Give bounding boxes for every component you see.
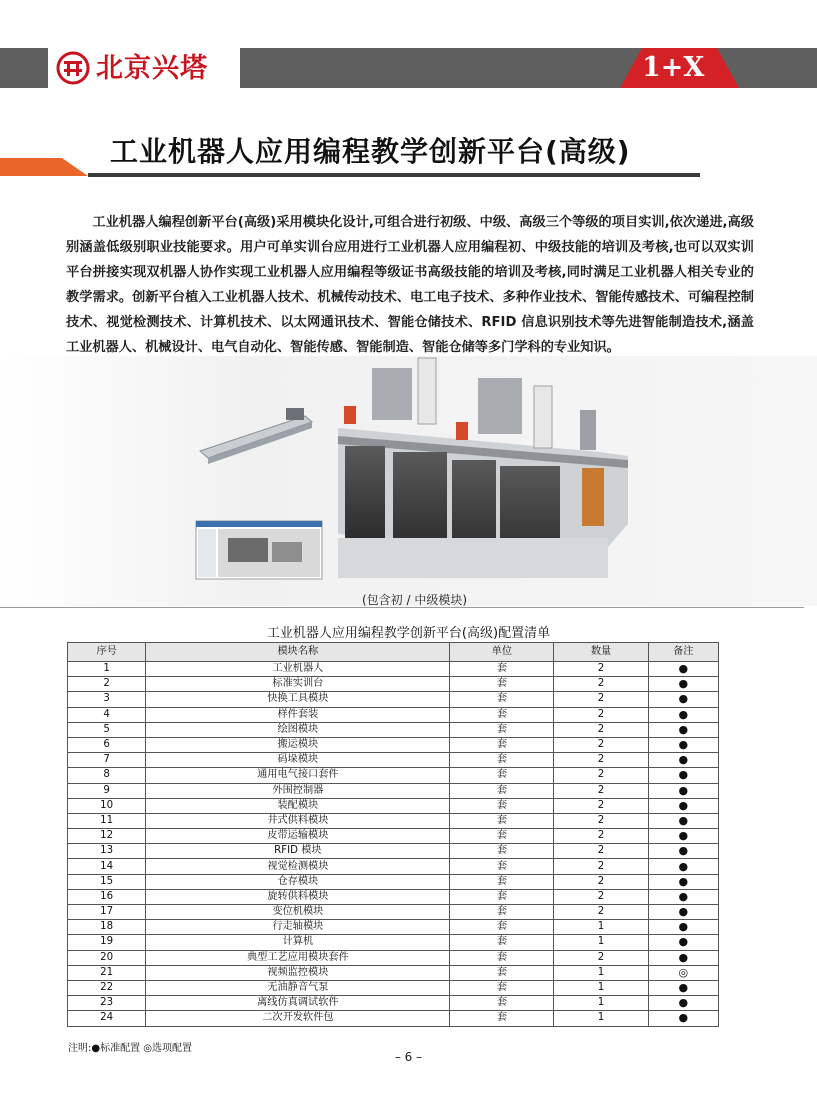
module-name: 二次开发软件包 [146, 1011, 450, 1026]
table-row [68, 1011, 719, 1026]
row-index: 23 [68, 996, 146, 1011]
unit: 套 [450, 965, 554, 980]
legend-note: 注明:●标准配置 ◎选项配置 [68, 1043, 192, 1054]
table-row [68, 737, 719, 752]
remark-symbol: ● [648, 692, 718, 707]
quantity: 2 [554, 844, 648, 859]
module-name: 皮带运输模块 [146, 829, 450, 844]
unit: 套 [450, 935, 554, 950]
table-title: 工业机器人应用编程教学创新平台(高级)配置清单 [266, 626, 551, 641]
quantity: 1 [554, 996, 648, 1011]
remark-symbol: ● [648, 950, 718, 965]
row-index: 13 [68, 844, 146, 859]
row-index: 1 [68, 662, 146, 677]
module-name: 外围控制器 [146, 783, 450, 798]
quantity: 2 [554, 798, 648, 813]
module-name: 旋转供料模块 [146, 889, 450, 904]
unit: 套 [450, 722, 554, 737]
module-name: 无油静音气泵 [146, 980, 450, 995]
row-index: 12 [68, 829, 146, 844]
remark-symbol: ● [648, 813, 718, 828]
unit: 套 [450, 920, 554, 935]
table-row [68, 707, 719, 722]
remark-symbol: ● [648, 753, 718, 768]
header-module-name: 模块名称 [146, 643, 450, 662]
remark-symbol: ● [648, 829, 718, 844]
unit: 套 [450, 859, 554, 874]
unit: 套 [450, 783, 554, 798]
table-row [68, 662, 719, 677]
software-screenshot [196, 521, 322, 579]
unit: 套 [450, 662, 554, 677]
unit: 套 [450, 753, 554, 768]
table-row [68, 965, 719, 980]
module-name: 行走轴模块 [146, 920, 450, 935]
company-seal-icon [56, 51, 90, 85]
configuration-table [67, 642, 719, 1027]
row-index: 18 [68, 920, 146, 935]
module-name: 装配模块 [146, 798, 450, 813]
row-index: 21 [68, 965, 146, 980]
module-name: 变位机模块 [146, 905, 450, 920]
remark-symbol: ● [648, 844, 718, 859]
unit: 套 [450, 768, 554, 783]
quantity: 2 [554, 829, 648, 844]
module-name: 绘图模块 [146, 722, 450, 737]
row-index: 14 [68, 859, 146, 874]
module-name: 样件套装 [146, 707, 450, 722]
remark-symbol: ● [648, 980, 718, 995]
header-remark: 备注 [648, 643, 718, 662]
quantity: 1 [554, 1011, 648, 1026]
unit: 套 [450, 737, 554, 752]
quantity: 2 [554, 753, 648, 768]
remark-symbol: ● [648, 920, 718, 935]
row-index: 2 [68, 677, 146, 692]
row-index: 8 [68, 768, 146, 783]
header-index: 序号 [68, 643, 146, 662]
module-name: 仓存模块 [146, 874, 450, 889]
quantity: 2 [554, 707, 648, 722]
quantity: 2 [554, 677, 648, 692]
table-row [68, 844, 719, 859]
table-row [68, 859, 719, 874]
module-name: 离线仿真调试软件 [146, 996, 450, 1011]
remark-symbol: ◎ [648, 965, 718, 980]
table-row [68, 905, 719, 920]
row-index: 9 [68, 783, 146, 798]
table-row [68, 874, 719, 889]
remark-symbol: ● [648, 722, 718, 737]
remark-symbol: ● [648, 737, 718, 752]
unit: 套 [450, 874, 554, 889]
module-name: 快换工具模块 [146, 692, 450, 707]
table-row [68, 996, 719, 1011]
page-title: 工业机器人应用编程教学创新平台(高级) [110, 135, 631, 168]
unit: 套 [450, 707, 554, 722]
certification-badge: 1+X [642, 52, 705, 83]
unit: 套 [450, 1011, 554, 1026]
remark-symbol: ● [648, 783, 718, 798]
table-row [68, 813, 719, 828]
module-name: 码垛模块 [146, 753, 450, 768]
module-name: 工业机器人 [146, 662, 450, 677]
quantity: 2 [554, 874, 648, 889]
unit: 套 [450, 829, 554, 844]
unit: 套 [450, 844, 554, 859]
unit: 套 [450, 905, 554, 920]
table-body [68, 662, 719, 1027]
quantity: 2 [554, 737, 648, 752]
remark-symbol: ● [648, 859, 718, 874]
table-row [68, 783, 719, 798]
unit: 套 [450, 996, 554, 1011]
title-accent-shape [0, 158, 100, 178]
table-row [68, 722, 719, 737]
remark-symbol: ● [648, 662, 718, 677]
row-index: 3 [68, 692, 146, 707]
table-row [68, 768, 719, 783]
table-row [68, 980, 719, 995]
figure-caption: (包含初 / 中级模块) [362, 593, 468, 607]
unit: 套 [450, 889, 554, 904]
unit: 套 [450, 798, 554, 813]
quantity: 1 [554, 965, 648, 980]
row-index: 17 [68, 905, 146, 920]
module-name: 井式供料模块 [146, 813, 450, 828]
unit: 套 [450, 980, 554, 995]
module-name: 通用电气接口套件 [146, 768, 450, 783]
module-name: 视觉检测模块 [146, 859, 450, 874]
table-row [68, 829, 719, 844]
row-index: 7 [68, 753, 146, 768]
module-name: RFID 模块 [146, 844, 450, 859]
brand-name: 北京兴塔 [96, 53, 208, 84]
module-name: 搬运模块 [146, 737, 450, 752]
row-index: 10 [68, 798, 146, 813]
unit: 套 [450, 692, 554, 707]
section-divider [0, 607, 804, 608]
quantity: 2 [554, 692, 648, 707]
remark-symbol: ● [648, 935, 718, 950]
remark-symbol: ● [648, 798, 718, 813]
quantity: 2 [554, 813, 648, 828]
quantity: 2 [554, 905, 648, 920]
row-index: 16 [68, 889, 146, 904]
table-header-row [68, 643, 719, 662]
quantity: 1 [554, 920, 648, 935]
page-number: – 6 – [394, 1050, 423, 1064]
table-row [68, 920, 719, 935]
quantity: 1 [554, 935, 648, 950]
remark-symbol: ● [648, 905, 718, 920]
row-index: 6 [68, 737, 146, 752]
unit: 套 [450, 950, 554, 965]
remark-symbol: ● [648, 677, 718, 692]
remark-symbol: ● [648, 889, 718, 904]
row-index: 11 [68, 813, 146, 828]
table-row [68, 753, 719, 768]
table-row [68, 677, 719, 692]
unit: 套 [450, 813, 554, 828]
quantity: 2 [554, 950, 648, 965]
quantity: 1 [554, 980, 648, 995]
header-unit: 单位 [450, 643, 554, 662]
remark-symbol: ● [648, 996, 718, 1011]
title-rule [88, 173, 700, 177]
table-row [68, 692, 719, 707]
quantity: 2 [554, 722, 648, 737]
table-row [68, 935, 719, 950]
row-index: 4 [68, 707, 146, 722]
row-index: 19 [68, 935, 146, 950]
table-row [68, 950, 719, 965]
table-row [68, 798, 719, 813]
module-name: 标准实训台 [146, 677, 450, 692]
module-name: 视频监控模块 [146, 965, 450, 980]
remark-symbol: ● [648, 768, 718, 783]
module-name: 计算机 [146, 935, 450, 950]
table-row [68, 889, 719, 904]
header-quantity: 数量 [554, 643, 648, 662]
product-illustration [0, 356, 817, 606]
quantity: 2 [554, 662, 648, 677]
remark-symbol: ● [648, 1011, 718, 1026]
quantity: 2 [554, 889, 648, 904]
row-index: 15 [68, 874, 146, 889]
quantity: 2 [554, 859, 648, 874]
remark-symbol: ● [648, 707, 718, 722]
row-index: 24 [68, 1011, 146, 1026]
intro-paragraph: 工业机器人编程创新平台(高级)采用模块化设计,可组合进行初级、中级、高级三个等级的项目实训,依次递进,高级别涵盖低级别职业技能要求。用户可单实训台应用进行工业机器人应用编程初、中级技能的培训及考核,也可以双实训平台拼接实现双机器人协作实现工业机器人应用编程等级证书高级技能的培训及考核,同时满足工业机器人相关专业的教学需求。创新平台植入工业机器人技术、机械传动技术、电工电子技术、多种作业技术、智能传感技术、可编程控制技术、视觉检测技术、计算机技术、以太网通讯技术、智能仓储技术、RFID 信息识别技术等先进智能制造技术,涵盖工业机器人、机械设计、电气自动化、智能传感、智能制造、智能仓储等多门学科的专业知识。 [66, 215, 754, 355]
quantity: 2 [554, 768, 648, 783]
quantity: 2 [554, 783, 648, 798]
row-index: 20 [68, 950, 146, 965]
row-index: 5 [68, 722, 146, 737]
module-name: 典型工艺应用模块套件 [146, 950, 450, 965]
remark-symbol: ● [648, 874, 718, 889]
unit: 套 [450, 677, 554, 692]
row-index: 22 [68, 980, 146, 995]
